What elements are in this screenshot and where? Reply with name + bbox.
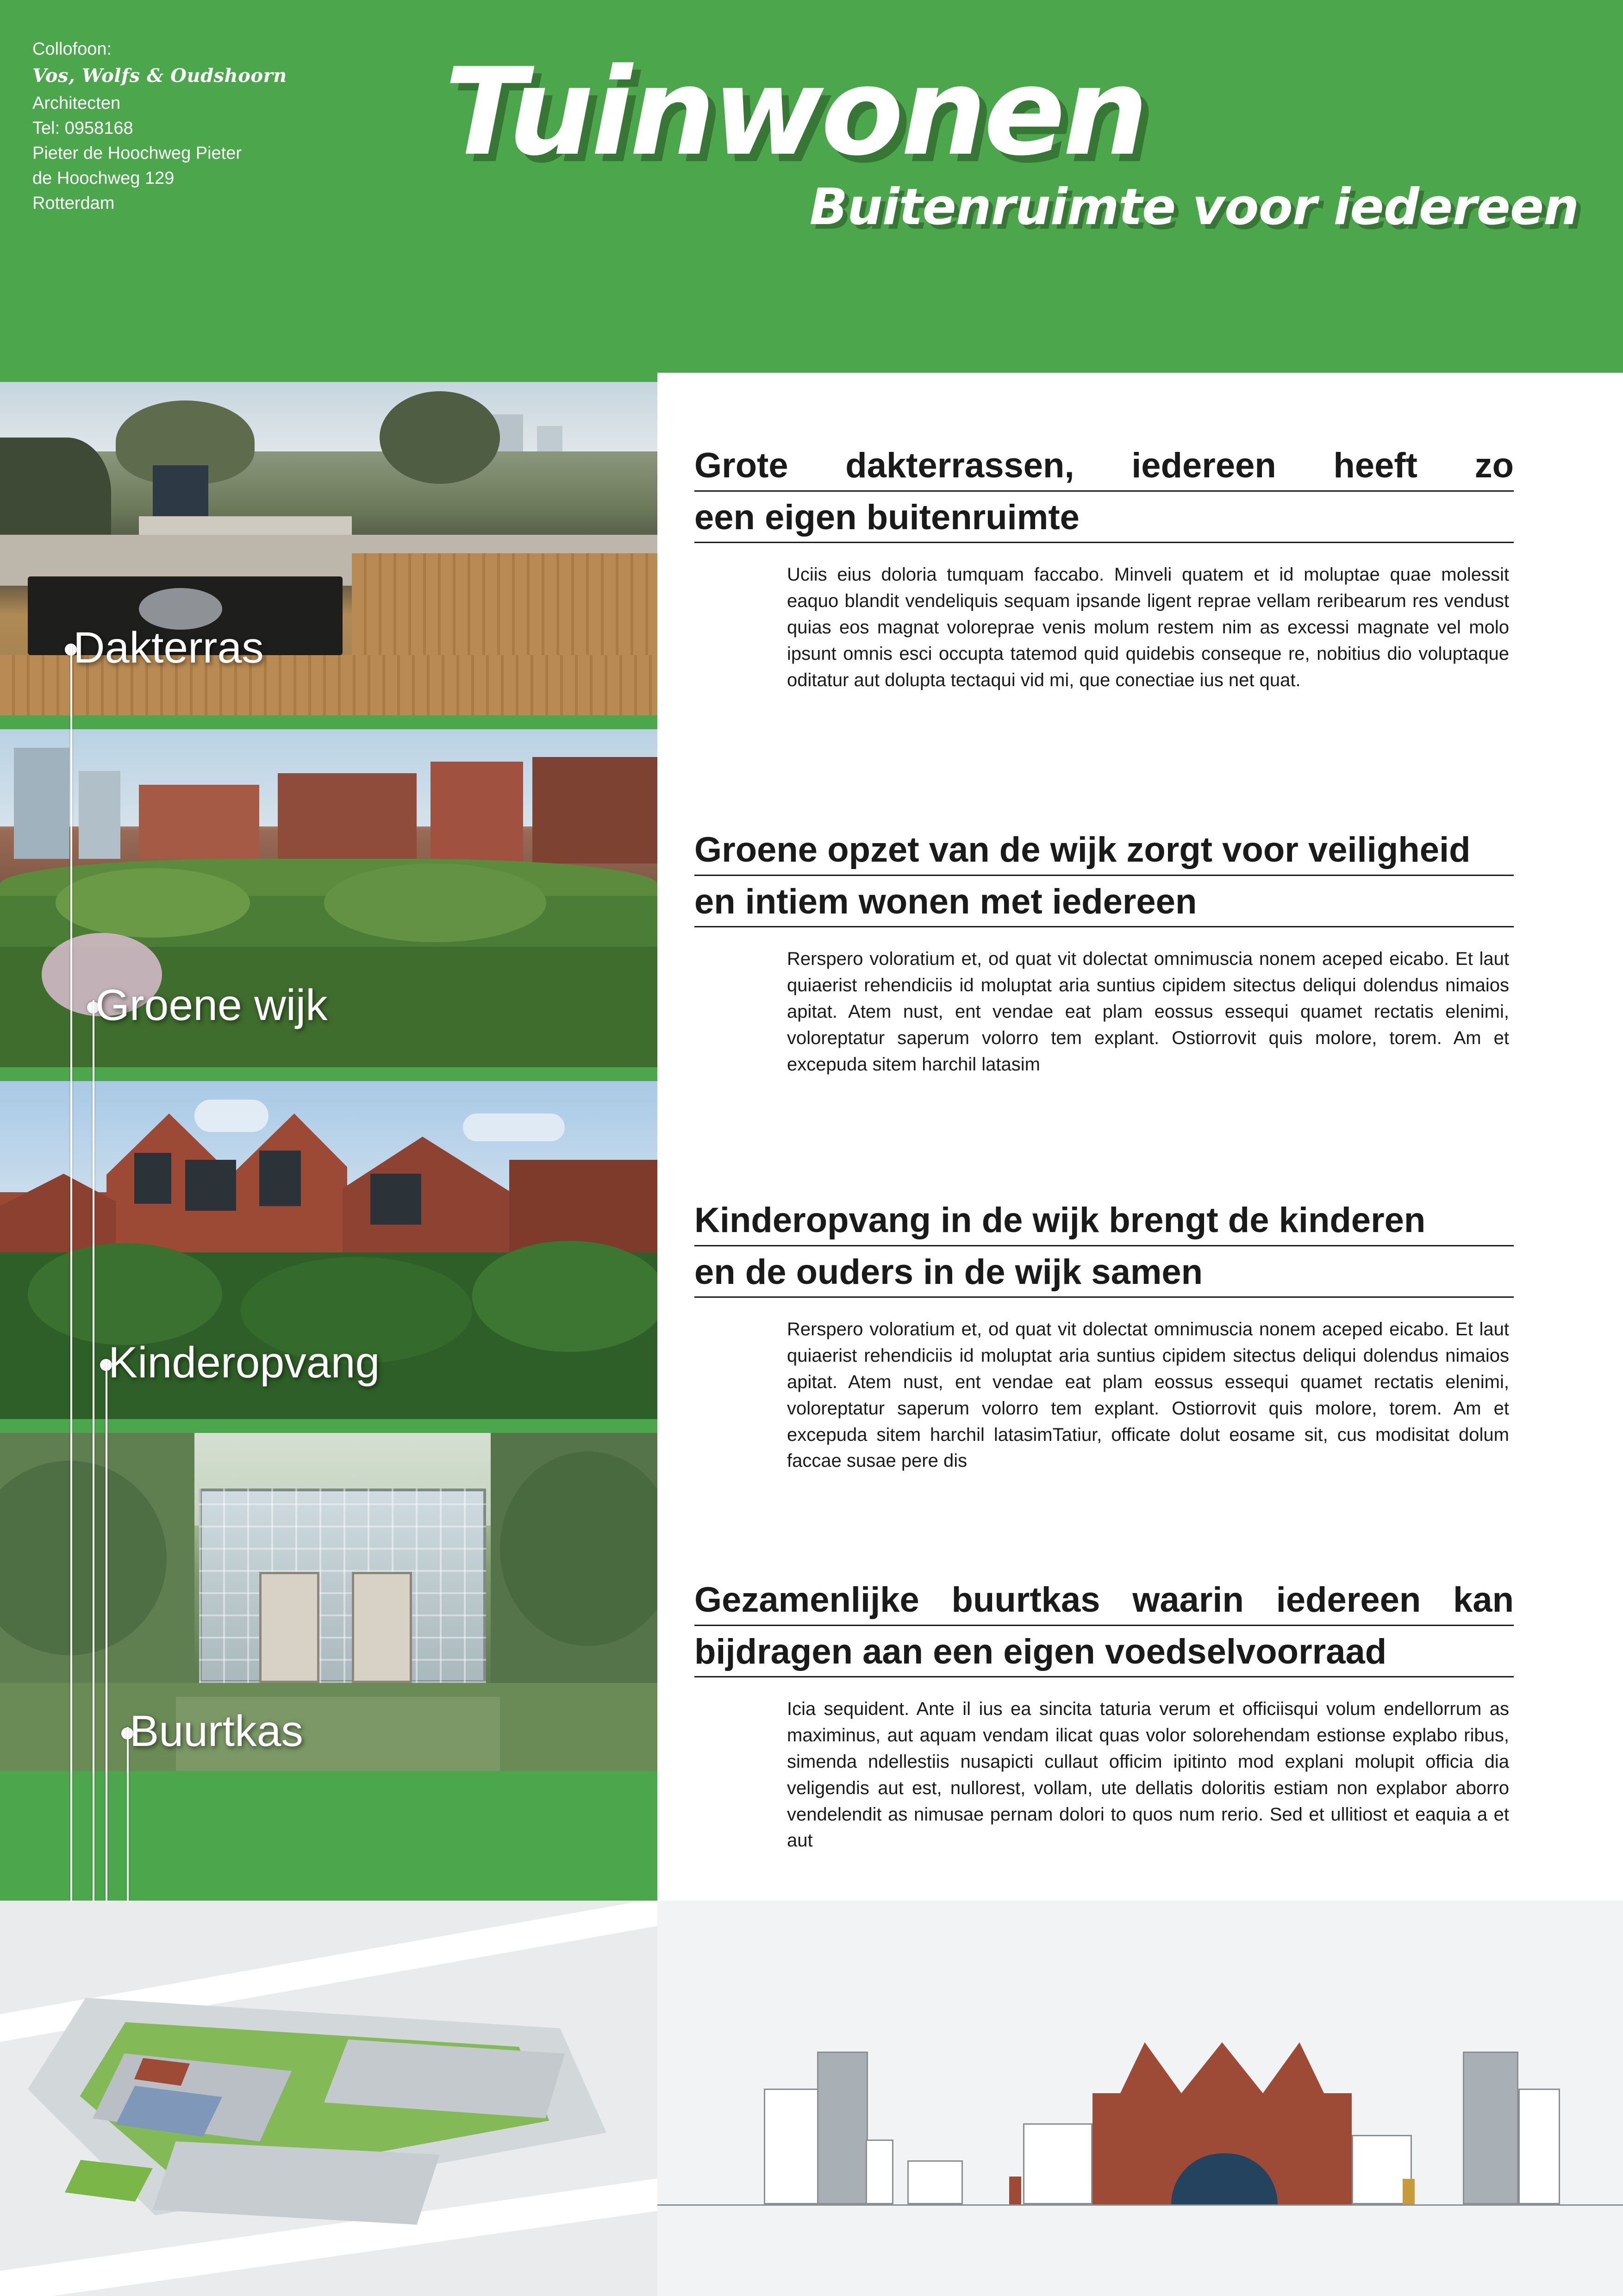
colofon-line-1: Architecten <box>32 93 121 113</box>
page-subtitle: Buitenruimte voor iedereen <box>809 178 1579 236</box>
text-column <box>657 373 1623 1901</box>
colofon-line-4: de Hoochweg 129 <box>32 168 175 188</box>
heading-line-2: en intiem wonen met iedereen <box>694 881 1514 928</box>
colofon-line-2: Tel: 0958168 <box>32 118 133 138</box>
ground-line <box>657 2204 1623 2206</box>
heading-line-2: bijdragen aan een eigen voedselvoorraad <box>694 1631 1514 1678</box>
photo-buurtkas <box>0 1433 657 1771</box>
photo-groene-wijk <box>0 729 657 1067</box>
heading-line-1: Grote dakterrassen, iedereen heeft zo <box>694 444 1514 492</box>
section-heading <box>694 444 1514 543</box>
photo-label-kinderopvang: Kinderopvang <box>108 1338 380 1387</box>
title-block <box>444 43 1579 315</box>
page-title: Tuinwonen <box>444 43 1146 182</box>
leader-line-dakterras <box>70 644 72 1989</box>
section-body: Rerspero voloratium et, od quat vit dolectat omnimuscia nonem aceped eicabo. Et laut quiaerist rehendiciis id moluptat aria suntius cipidem sitectus deliqui dolendus nimaios apitat. Atem nust, ent vendae eat plam eossus essequi quamet rectatis elenimi, voloreptatur saperum volorro tem explant. Ostiorrovit quis molore, torem. Am et excepuda sitem harchil latasimTatiur, officate dolut eosame sit, cus modisitat dolum faccae susae pere dis <box>787 1319 1509 1471</box>
photo-label-groene-wijk: Groene wijk <box>95 981 328 1030</box>
section-heading <box>694 1199 1514 1298</box>
heading-line-2: een eigen buitenruimte <box>694 496 1514 544</box>
photo-kinderopvang <box>0 1081 657 1419</box>
heading-line-1: Kinderopvang in de wijk brengt de kinderen <box>694 1199 1514 1246</box>
section-heading <box>694 1579 1514 1677</box>
colofon-line-5: Rotterdam <box>32 193 115 213</box>
section-body: Uciis eius doloria tumquam faccabo. Minveli quatem et id moluptae quae molessit eaquo blandit vendeliquis sequam ipsande ligent reprae vellam reribearum res vendust quias eos magnat voloreprae venis molum restem nim as excessi magnate vel molo ipsunt omnis esci occupta tatemod quid quidebis conseque re, nobitius dio voluptaque oditatur aut dolupta tectaqui vid mi, que conectiae ius net quat. <box>787 564 1509 690</box>
heading-line-2: en de ouders in de wijk samen <box>694 1251 1514 1298</box>
photo-label-buurtkas: Buurtkas <box>130 1707 303 1756</box>
colofon-line-3: Pieter de Hoochweg Pieter <box>32 143 242 163</box>
photo-label-dakterras: Dakterras <box>73 623 264 672</box>
section-heading <box>694 829 1514 927</box>
photo-column <box>0 373 657 1901</box>
office-name: Vos, Wolfs & Oudshoorn <box>32 64 287 87</box>
heading-line-1: Gezamenlijke buurtkas waarin iedereen kan <box>694 1579 1514 1626</box>
leader-line-groene-wijk <box>93 1000 94 1961</box>
heading-line-1: Groene opzet van de wijk zorgt voor veiligheid <box>694 829 1514 876</box>
section-body: Icia sequident. Ante il ius ea sincita taturia verum et officiisqui volum endellorrum as maximinus, aut aquam vendam ilicat quas volor solorehendam estionse explabo ribus, simenda ndellestiis nusapicti cullaut officim ipitinto mod explani molupit officia dia veligendis aut est, nullorest, vollam, ute dellatis doloritis estiam non explabor aborro vendelendit as nimusae pernam dolori to quos num rerio. Sed et ullitiost et eaquia a et aut <box>787 1699 1509 1851</box>
section-dakterrassen <box>694 444 1514 712</box>
colofon-block <box>32 37 319 216</box>
page-header <box>0 0 1623 373</box>
section-groene-opzet <box>694 829 1514 1096</box>
site-plan <box>0 1901 657 2296</box>
section-body: Rerspero voloratium et, od quat vit dolectat omnimuscia nonem aceped eicabo. Et laut quiaerist rehendiciis id moluptat aria suntius cipidem sitectus deliqui dolendus nimaios apitat. Atem nust, ent vendae eat plam eossus essequi quamet rectatis elenimi, voloreptatur saperum volorro tem explant. Ostiorrovit quis molore, torem. Am et excepuda sitem harchil latasim <box>787 949 1509 1075</box>
photo-dakterras <box>0 382 657 715</box>
section-buurtkas <box>694 1579 1514 1872</box>
elevation-drawing <box>657 1901 1623 2296</box>
section-kinderopvang <box>694 1199 1514 1493</box>
colofon-label: Collofoon: <box>32 39 112 59</box>
